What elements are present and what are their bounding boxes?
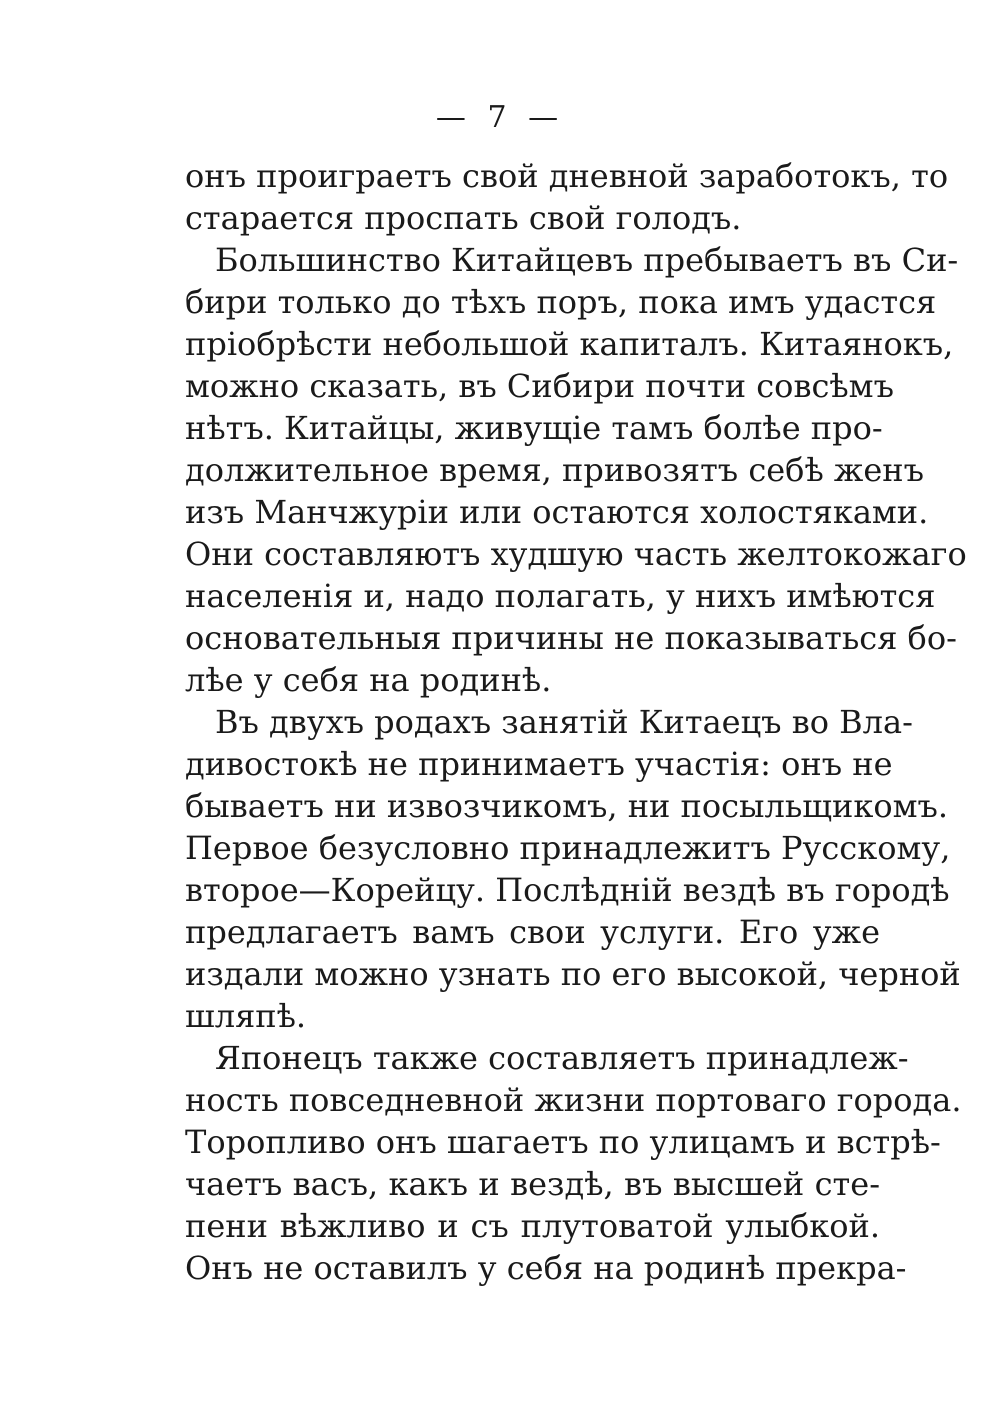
text-line: второе—Корейцу. Послѣдній вездѣ въ городѣ: [185, 871, 950, 909]
paragraph-4: [185, 1037, 962, 1289]
text-line: онъ проиграетъ свой дневной заработокъ, то: [185, 157, 949, 195]
text-line: Большинство Китайцевъ пребываетъ въ Си-: [215, 241, 959, 279]
paragraph-3: [185, 701, 961, 1037]
text-line: дивостокѣ не принимаетъ участія: онъ не: [185, 745, 893, 783]
text-line: издали можно узнать по его высокой, черной: [185, 955, 961, 993]
text-line: населенія и, надо полагать, у нихъ имѣются: [185, 577, 936, 615]
text-line: Первое безусловно принадлежитъ Русскому,: [185, 829, 951, 867]
text-line: Торопливо онъ шагаетъ по улицамъ и встрѣ-: [185, 1123, 941, 1161]
page-number: — 7 —: [435, 100, 565, 135]
text-line: нѣтъ. Китайцы, живущіе тамъ болѣе про-: [185, 409, 883, 447]
text-line: Въ двухъ родахъ занятій Китаецъ во Вла-: [215, 703, 913, 741]
text-line: Онъ не оставилъ у себя на родинѣ прекра-: [185, 1249, 907, 1287]
text-line: чаетъ васъ, какъ и вездѣ, въ высшей сте-: [185, 1165, 880, 1203]
text-line: бири только до тѣхъ поръ, пока имъ удастся: [185, 283, 937, 321]
text-line: ность повседневной жизни портоваго города.: [185, 1081, 962, 1119]
text-line: пріобрѣсти небольшой капиталъ. Китаянокъ,: [185, 325, 954, 363]
paragraph-1: [185, 155, 949, 239]
text-line: бываетъ ни извозчикомъ, ни посыльщикомъ.: [185, 787, 949, 825]
paragraph-2: [185, 239, 967, 701]
text-line: лѣе у себя на родинѣ.: [185, 661, 552, 699]
text-line: старается проспать свой голодъ.: [185, 199, 742, 237]
body-text: [185, 155, 967, 1289]
text-line: можно сказать, въ Сибири почти совсѣмъ: [185, 367, 894, 405]
text-line: пени вѣжливо и съ плутоватой улыбкой.: [185, 1207, 880, 1245]
text-line: изъ Манчжуріи или остаются холостяками.: [185, 493, 929, 531]
text-line: Они составляютъ худшую часть желтокожаго: [185, 535, 967, 573]
text-line: должительное время, привозятъ себѣ женъ: [185, 451, 924, 489]
text-line: Японецъ также составляетъ принадлеж-: [215, 1039, 909, 1077]
text-line: шляпѣ.: [185, 997, 307, 1035]
text-line: основательныя причины не показываться бо-: [185, 619, 957, 657]
text-line: предлагаетъ вамъ свои услуги. Его уже: [185, 913, 880, 951]
